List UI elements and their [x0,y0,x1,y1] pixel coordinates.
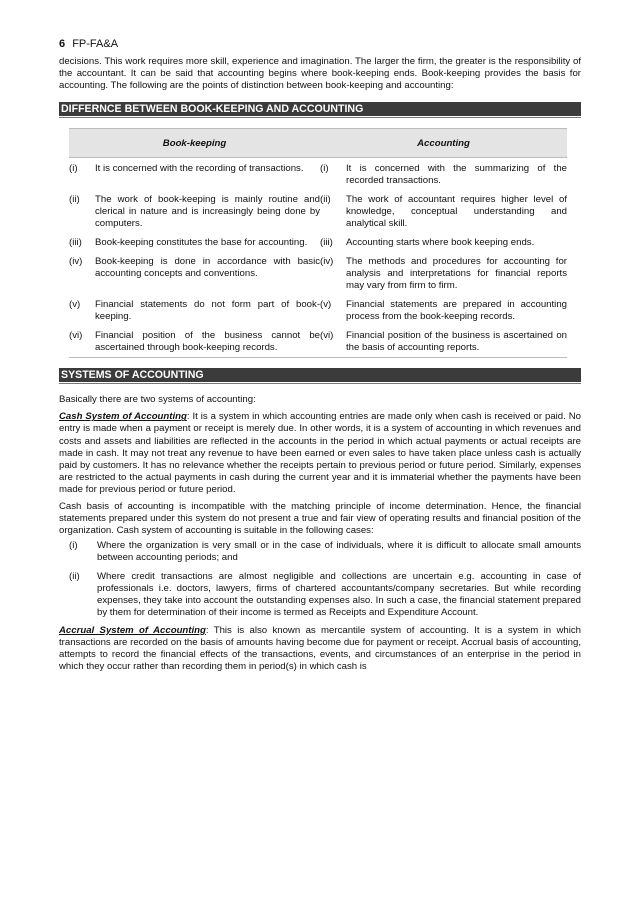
book-keeping-cell: Financial statements do not form part of book-keeping. [95,299,321,323]
page-header [59,38,581,56]
accounting-cell: The work of accountant requires higher level of knowledge, conceptual understanding and analytical skill. [346,194,567,230]
table-row [69,251,567,294]
accounting-cell: Financial statements are prepared in accounting process from the book-keeping records. [346,299,567,323]
list-item-text: Where credit transactions are almost negligible and collections are uncertain e.g. accounting in case of professionals i.e. doctors, lawyers, firms of chartered accountants/company secretaries. But while recording expenses, they take into account the outstanding expenses also. In such a case, the financial statement prepared by them for determination of their income is termed as Receipts and Expenditure Account. [97,570,581,618]
cash-system-paragraph [59,411,581,496]
row-number: (ii) [69,194,80,206]
column-header-accounting: Accounting [320,129,567,158]
section-title: SYSTEMS OF ACCOUNTING [61,369,204,382]
row-number: (vi) [320,330,334,342]
list-item-number: (i) [69,540,78,552]
book-keeping-cell: Book-keeping constitutes the base for accounting. [95,237,308,249]
comparison-table [69,128,567,358]
table-row [69,232,567,251]
list-item-number: (ii) [69,570,80,582]
intro-paragraph: decisions. This work requires more skill, experience and imagination. The larger the firm, the greater is the responsibility of the accountant. It can be said that accounting begins where book-keeping ends. Book-keeping provides the basis for accounting. The following are the points of distinction between book-keeping and accounting: [59,56,581,92]
table-row [69,294,567,325]
cases-list [59,540,581,619]
accrual-system-lead: Accrual System of Accounting [59,624,206,636]
cash-system-lead: Cash System of Accounting [59,411,187,423]
accrual-system-paragraph [59,625,581,673]
accounting-cell: It is concerned with the summarizing of the recorded transactions. [346,163,567,187]
table-row [69,189,567,232]
list-item [59,571,581,619]
list-item [59,540,581,564]
row-number: (iv) [320,256,334,268]
row-number: (vi) [69,330,83,342]
row-number: (iii) [69,237,82,249]
header-title: FP-FA&A [72,38,119,50]
row-number: (ii) [320,194,331,206]
table-row [69,325,567,358]
book-keeping-cell: Financial position of the business cannot be ascertained through book-keeping records. [95,330,321,354]
row-number: (iv) [69,256,83,268]
page-number: 6 [59,38,66,50]
row-number: (i) [69,163,78,175]
column-header-book-keeping: Book-keeping [69,129,320,158]
list-item-text: Where the organization is very small or in the case of individuals, where it is difficult to allocate small amounts between accounting periods; and [97,540,581,564]
section-title: DIFFERNCE BETWEEN BOOK-KEEPING AND ACCOUNTING [61,103,364,116]
accrual-system-text: : This is also known as mercantile system of accounting. It is a system in which transactions are recorded on the basis of amounts having become due for payment or receipt. Accrual basis of accounting, attempts to record the financial effects of the transactions, events, and circumstances of an enterprise in the period in which they occur rather than recording them in period(s) in which cash is [59,624,582,673]
section-heading-systems [59,368,581,382]
book-keeping-cell: The work of book-keeping is mainly routine and clerical in nature and is increasingly being done by computers. [95,194,321,230]
row-number: (v) [320,299,332,311]
table-header-row [69,129,567,158]
document-page [59,38,581,673]
book-keeping-cell: It is concerned with the recording of transactions. [95,163,304,175]
row-number: (iii) [320,237,333,249]
accounting-cell: Accounting starts where book keeping ends. [346,237,535,249]
accounting-cell: The methods and procedures for accounting for analysis and interpretations for financial reports may vary from firm to firm. [346,256,567,292]
table-row [69,158,567,190]
row-number: (i) [320,163,329,175]
book-keeping-cell: Book-keeping is done in accordance with basic accounting concepts and conventions. [95,256,321,280]
section-heading-difference [59,102,581,116]
cash-basis-paragraph: Cash basis of accounting is incompatible with the matching principle of income determination. Hence, the financial statements prepared under this system do not present a true and fair view of operating results and financial position of the organization. Cash system of accounting is suitable in the following cases: [59,501,581,537]
cash-system-text: : It is a system in which accounting entries are made only when cash is received or paid. No entry is made when a payment or receipt is merely due. In other words, it is a system of accounting in which revenues and costs and assets and liabilities are reflected in the accounts in the period in which actual payments or actual receipts are made in cash. It may not treat any revenue to have been earned or even sales to have taken place unless cash is actually paid by customers. It has no relevance whether the receipts pertain to previous period or future period. Similarly, expenses are restricted to the actual payments in cash during the current year and it is immaterial whether the payments have been made for previous period or future period. [59,411,581,495]
systems-intro: Basically there are two systems of accounting: [59,394,256,406]
row-number: (v) [69,299,81,311]
accounting-cell: Financial position of the business is ascertained on the basis of accounting reports. [346,330,567,354]
